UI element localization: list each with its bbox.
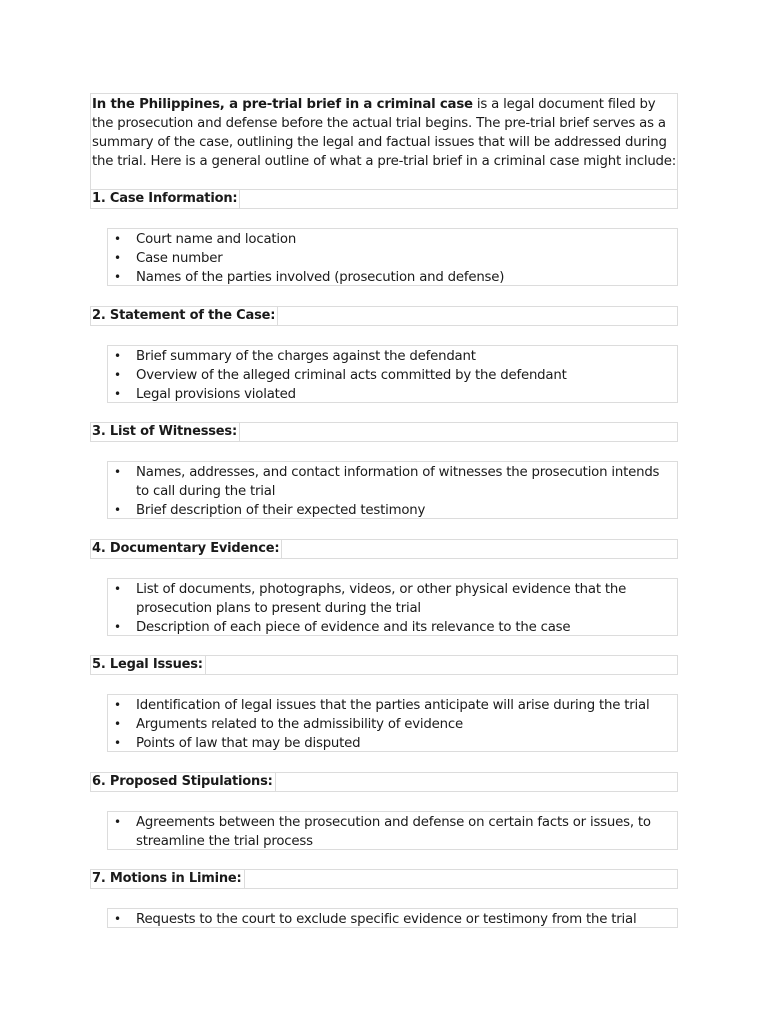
bullet-icon: • — [114, 815, 121, 829]
list-item — [108, 580, 671, 618]
list-item — [108, 618, 671, 637]
section-heading-box — [90, 539, 678, 559]
bullet-icon: • — [114, 582, 121, 596]
section-heading-box — [90, 869, 678, 889]
list-item — [108, 249, 671, 268]
list-item-text: Names of the parties involved (prosecution and defense) — [136, 270, 505, 285]
list-item-text: Points of law that may be disputed — [136, 736, 361, 751]
section-list — [107, 578, 678, 636]
list-item — [108, 268, 671, 287]
section-heading: 5. Legal Issues: — [92, 656, 206, 674]
section-list — [107, 694, 678, 752]
list-item — [108, 347, 671, 366]
section-heading-box — [90, 772, 678, 792]
section-heading: 2. Statement of the Case: — [92, 307, 278, 325]
list-item-text: Overview of the alleged criminal acts committed by the defendant — [136, 368, 567, 383]
bullet-icon: • — [114, 349, 121, 363]
bullet-icon: • — [114, 387, 121, 401]
bullet-icon: • — [114, 368, 121, 382]
section-heading: 3. List of Witnesses: — [92, 423, 240, 441]
section-heading: 6. Proposed Stipulations: — [92, 773, 276, 791]
section-heading-box — [90, 422, 678, 442]
bullet-icon: • — [114, 465, 121, 479]
bullet-icon: • — [114, 698, 121, 712]
list-item — [108, 696, 671, 715]
bullet-icon: • — [114, 251, 121, 265]
list-item — [108, 715, 671, 734]
section-list — [107, 811, 678, 850]
list-item — [108, 734, 671, 753]
list-item — [108, 813, 671, 851]
list-item-text: Brief description of their expected testimony — [136, 503, 426, 518]
section-heading-box — [90, 306, 678, 326]
list-item — [108, 230, 671, 249]
bullet-icon: • — [114, 620, 121, 634]
list-item-text: Court name and location — [136, 232, 297, 247]
section-heading: 4. Documentary Evidence: — [92, 540, 282, 558]
intro-bold-text: In the Philippines, a pre-trial brief in a criminal case — [92, 97, 473, 112]
bullet-icon: • — [114, 270, 121, 284]
list-item-text: Legal provisions violated — [136, 387, 296, 402]
list-item — [108, 910, 671, 929]
list-item — [108, 385, 671, 404]
list-item-text: Brief summary of the charges against the defendant — [136, 349, 476, 364]
section-heading: 1. Case Information: — [92, 190, 240, 208]
section-heading-box — [90, 655, 678, 675]
bullet-icon: • — [114, 912, 121, 926]
section-heading-box — [90, 189, 678, 209]
bullet-icon: • — [114, 717, 121, 731]
list-item-text: Requests to the court to exclude specific evidence or testimony from the trial — [136, 912, 637, 927]
bullet-icon: • — [114, 736, 121, 750]
intro-body-text: is a legal document filed by the prosecution and defense before the actual trial begins. The pre-trial brief serves as a summary of the case, outlining the legal and factual issues that will be addressed during the trial. Here is a general outline of what a pre-trial brief in a criminal case might include: — [92, 97, 677, 169]
list-item-text: Identification of legal issues that the parties anticipate will arise during the trial — [136, 698, 650, 713]
intro-text — [92, 95, 677, 171]
list-item — [108, 463, 671, 501]
list-item-text: Description of each piece of evidence and its relevance to the case — [136, 620, 571, 635]
list-item-text: List of documents, photographs, videos, or other physical evidence that the prosecution plans to present during the trial — [136, 582, 627, 616]
list-item-text: Names, addresses, and contact information of witnesses the prosecution intends to call during the trial — [136, 465, 660, 499]
bullet-icon: • — [114, 232, 121, 246]
section-list — [107, 908, 678, 928]
section-heading: 7. Motions in Limine: — [92, 870, 245, 888]
list-item-text: Case number — [136, 251, 223, 266]
section-list — [107, 345, 678, 403]
bullet-icon: • — [114, 503, 121, 517]
list-item-text: Arguments related to the admissibility of evidence — [136, 717, 463, 732]
list-item-text: Agreements between the prosecution and defense on certain facts or issues, to streamline the trial process — [136, 815, 651, 849]
list-item — [108, 501, 671, 520]
list-item — [108, 366, 671, 385]
section-list — [107, 228, 678, 286]
section-list — [107, 461, 678, 519]
